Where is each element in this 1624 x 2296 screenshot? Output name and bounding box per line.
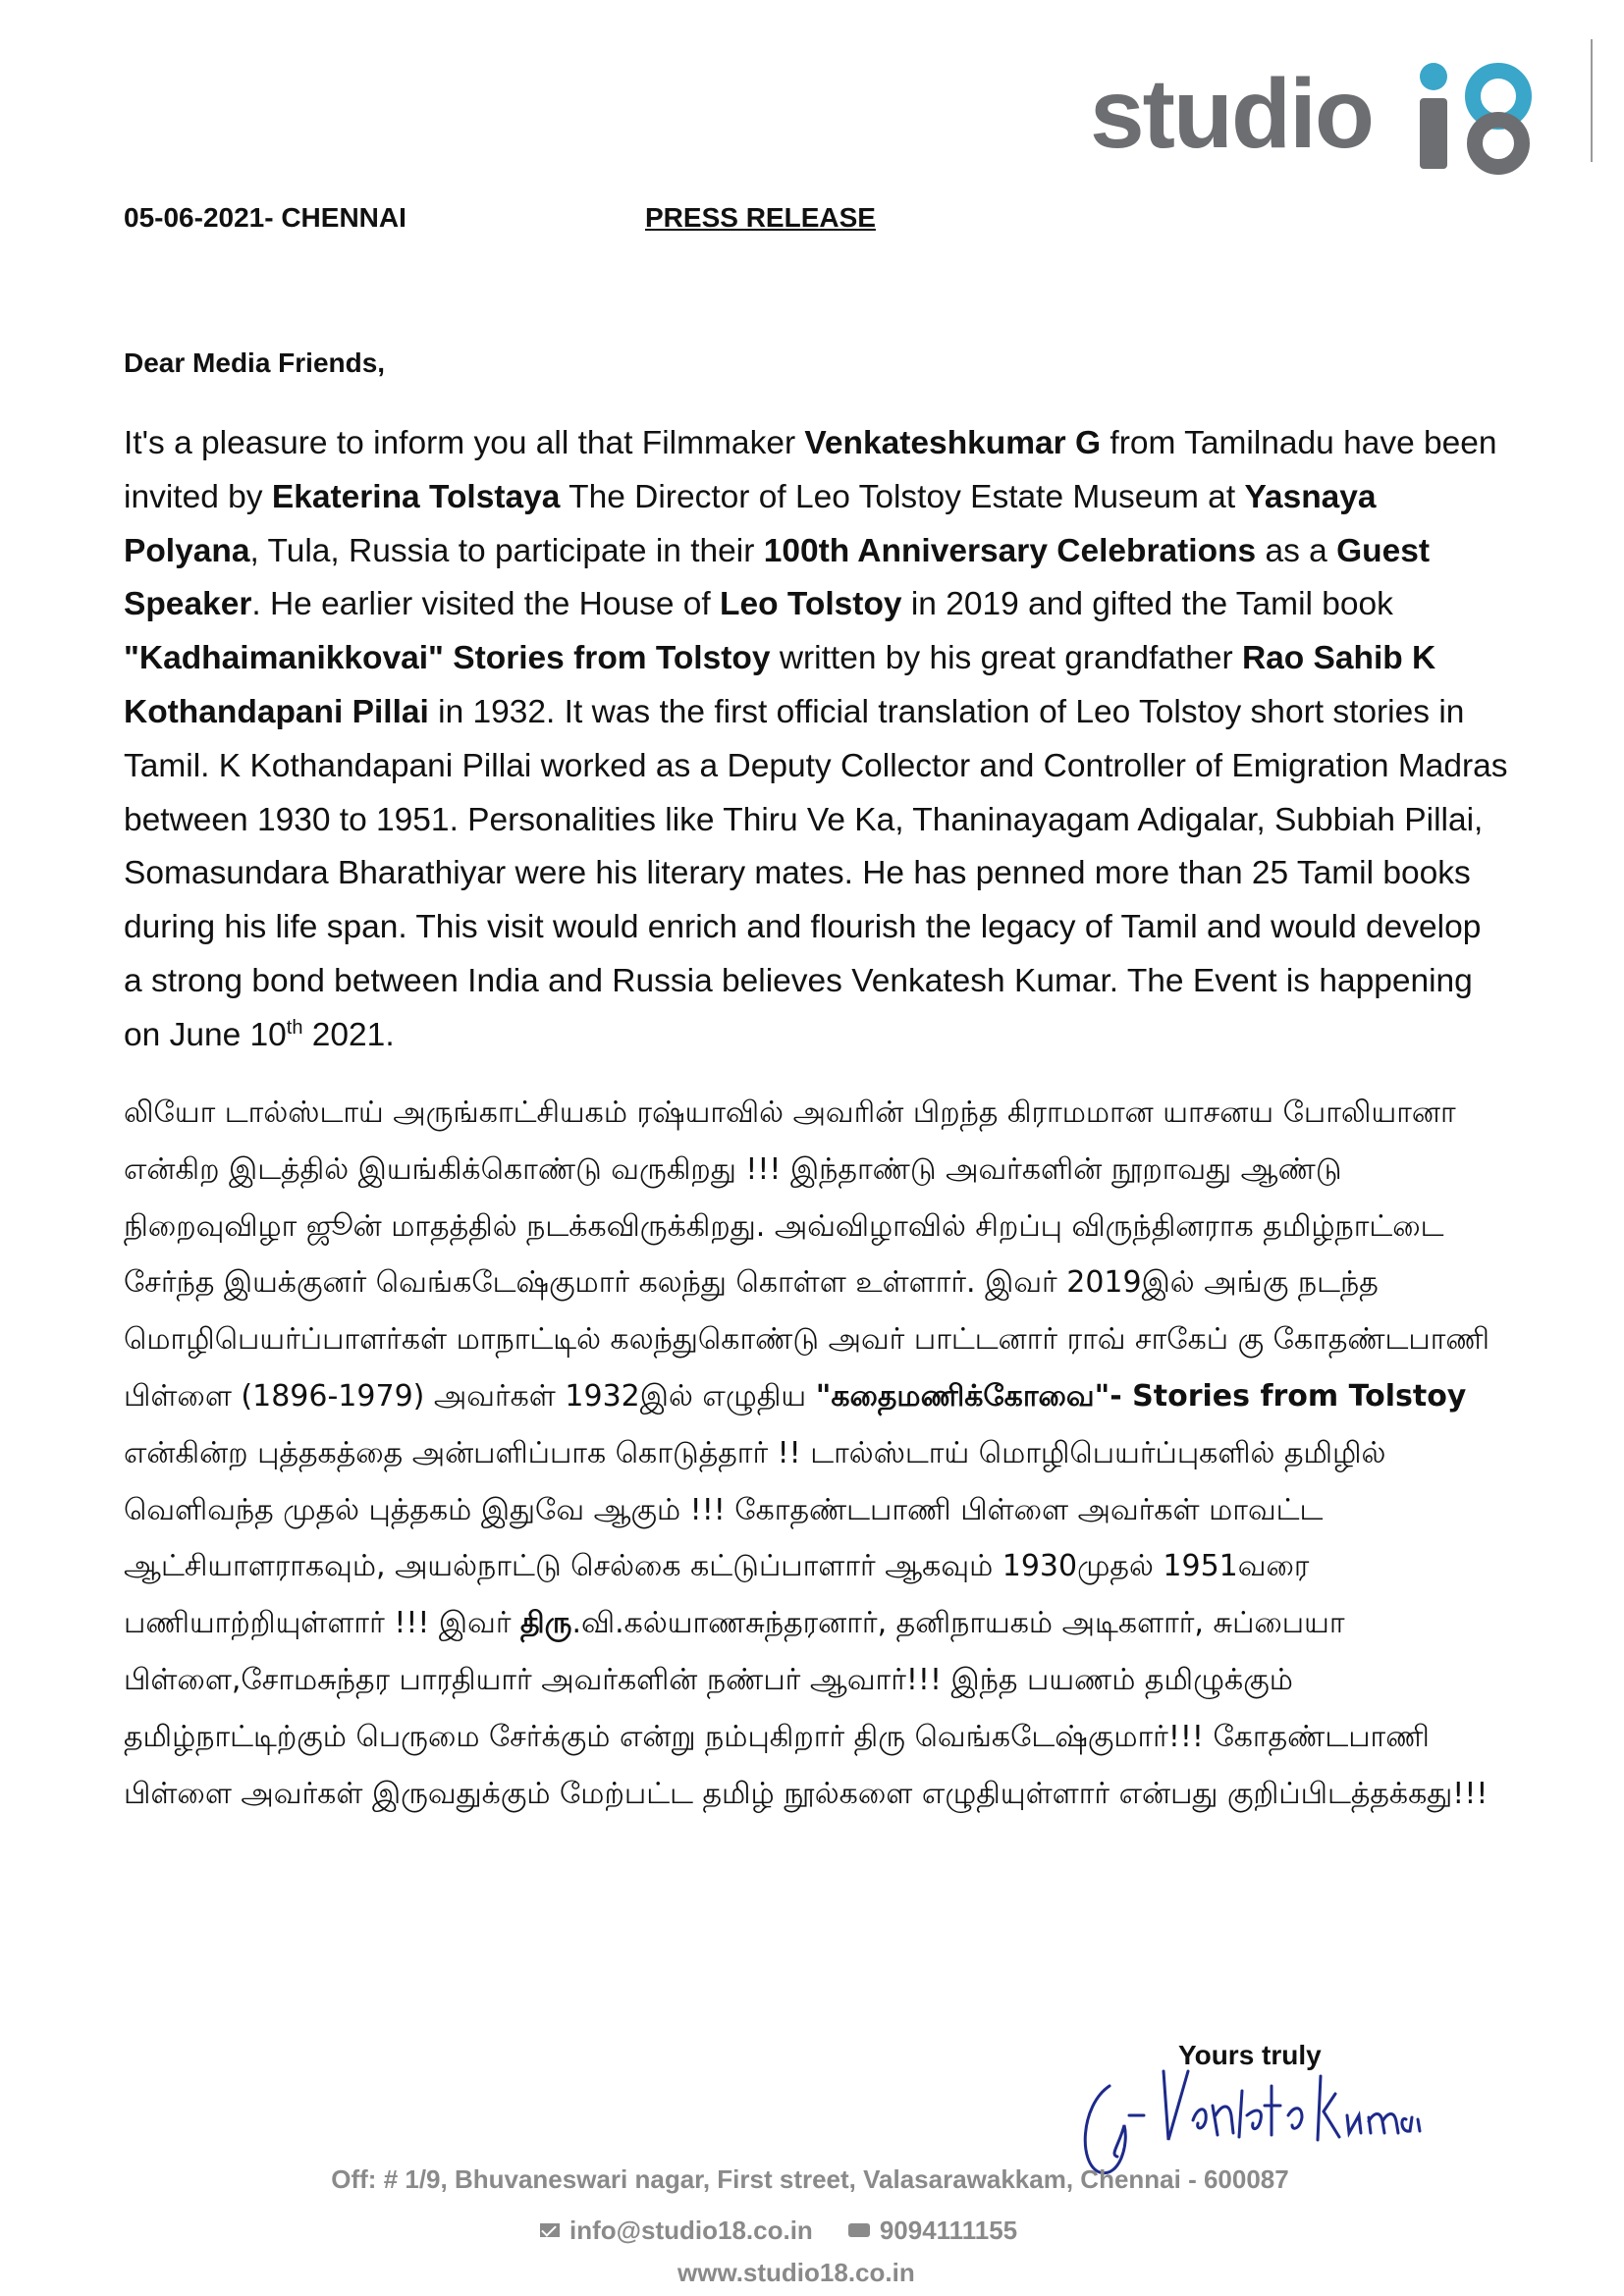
tamil-paragraph <box>124 1085 1518 1822</box>
text-run: from Tamilnadu have been invited by <box>124 425 1497 515</box>
closing-text: Yours truly <box>1178 2040 1322 2070</box>
logo-mark-icon <box>1392 59 1549 175</box>
mail-icon <box>540 2223 560 2237</box>
bold-run: திரு <box>520 1606 572 1641</box>
bold-run: 100th Anniversary Celebrations <box>763 532 1257 569</box>
bold-run: Leo Tolstoy <box>720 586 902 623</box>
bold-run: Venkateshkumar G <box>804 425 1102 461</box>
text-run: .வி.கல்யாணசுந்தரனார், தனிநாயகம் அடிகளார், சுப்பையா பிள்ளை,சோமசுந்தர பாரதியார் அவர்களின் நண்பர் ஆவார்!!! இந்த பயணம் தமிழுக்கும் தமிழ்நாட்டிற்கும் பெருமை சேர்க்கும் என்று நம்புகிறார் திரு வெங்கடேஷ்குமார்!!! கோதண்டபாணி பிள்ளை அவர்கள் இருவதுக்கும் மேற்பட்ட தமிழ் நூல்களை எழுதியுள்ளார் என்பது குறிப்பிடத்தக்கது!!! <box>124 1606 1489 1811</box>
bold-run: "கதைமணிக்கோவை"- Stories from Tolstoy <box>815 1378 1467 1414</box>
text-run: as a <box>1256 532 1337 569</box>
text-run: written by his great grandfather <box>770 640 1242 677</box>
logo-wordmark: studio <box>1090 59 1373 169</box>
superscript: th <box>286 1016 303 1039</box>
text-run: It's a pleasure to inform you all that Filmmaker <box>124 425 805 461</box>
footer-email[interactable]: info@studio18.co.in <box>569 2215 813 2245</box>
text-run: , Tula, Russia to participate in their <box>249 532 764 569</box>
greeting: Dear Media Friends, <box>124 347 386 378</box>
bold-run: Rao Sahib K Kothandapani Pillai <box>124 640 1436 730</box>
english-paragraph <box>124 417 1508 1063</box>
footer-website[interactable]: www.studio18.co.in <box>677 2258 915 2287</box>
text-run: in 1932. It was the first official translation of Leo Tolstoy short stories in Tamil. K Kothandapani Pillai worked as a Deputy Collector and Controller of Emigration Madras between 1930 to 1951. Personalities like Thiru Ve Ka, Thaninayagam Adigalar, Subbiah Pillai, Somasundara Bharathiyar were his literary mates. He has penned more than 25 Tamil books during his life span. This visit would enrich and flourish the legacy of Tamil and would develop a strong bond between India and Russia believes Venkatesh Kumar. The Event is happening on June 10 <box>124 693 1508 1053</box>
bold-run: "Kadhaimanikkovai" Stories from Tolstoy <box>124 640 771 677</box>
footer-phone[interactable]: 9094111155 <box>879 2215 1018 2245</box>
text-run: லியோ டால்ஸ்டாய் அருங்காட்சியகம் ரஷ்யாவில் அவரின் பிறந்த கிராமமான யாசனய போலியானா என்கிற இடத்தில் இயங்கிக்கொண்டு வருகிறது !!! இந்தாண்டு அவர்களின் நூறாவது ஆண்டு நிறைவுவிழா ஜூன் மாதத்தில் நடக்கவிருக்கிறது. அவ்விழாவில் சிறப்பு விருந்தினராக தமிழ்நாட்டை சேர்ந்த இயக்குனர் வெங்கடேஷ்குமார் கலந்து கொள்ள உள்ளார். இவர் 2019இல் அங்கு நடந்த மொழிபெயர்ப்பாளர்கள் மாநாட்டில் கலந்துகொண்டு அவர் பாட்டனார் ராவ் சாகேப் கு கோதண்டபாணி பிள்ளை (1896-1979) அவர்கள் 1932இல் எழுதிய <box>124 1095 1490 1414</box>
text-run: The Director of Leo Tolstoy Estate Museum at <box>560 478 1245 515</box>
bold-run: Ekaterina Tolstaya <box>271 478 561 515</box>
text-run: என்கின்ற புத்தகத்தை அன்பளிப்பாக கொடுத்தார் !! டால்ஸ்டாய் மொழிபெயர்ப்புகளில் தமிழில் வெளிவந்த முதல் புத்தகம் இதுவே ஆகும் !!! கோதண்டபாணி பிள்ளை அவர்கள் மாவட்ட ஆட்சியாளராகவும், அயல்நாட்டு செல்கை கட்டுப்பாளார் ஆகவும் 1930முதல் 1951வரை பணியாற்றியுள்ளார் !!! இவர் <box>124 1435 1386 1641</box>
press-release-title: PRESS RELEASE <box>645 202 876 233</box>
text-run: 2021. <box>302 1016 395 1053</box>
footer-contact <box>540 2214 1017 2246</box>
bold-run: Guest Speaker <box>124 532 1431 623</box>
studio18-logo <box>1090 59 1551 177</box>
date-city: 05-06-2021- CHENNAI <box>124 202 406 233</box>
logo-divider <box>1591 39 1593 162</box>
text-run: in 2019 and gifted the Tamil book <box>901 586 1393 623</box>
phone-icon <box>848 2223 870 2237</box>
text-run: . He earlier visited the House of <box>251 586 721 623</box>
footer-address: Off: # 1/9, Bhuvaneswari nagar, First street, Valasarawakkam, Chennai - 600087 <box>331 2164 1289 2194</box>
bold-run: Yasnaya Polyana <box>124 478 1377 569</box>
